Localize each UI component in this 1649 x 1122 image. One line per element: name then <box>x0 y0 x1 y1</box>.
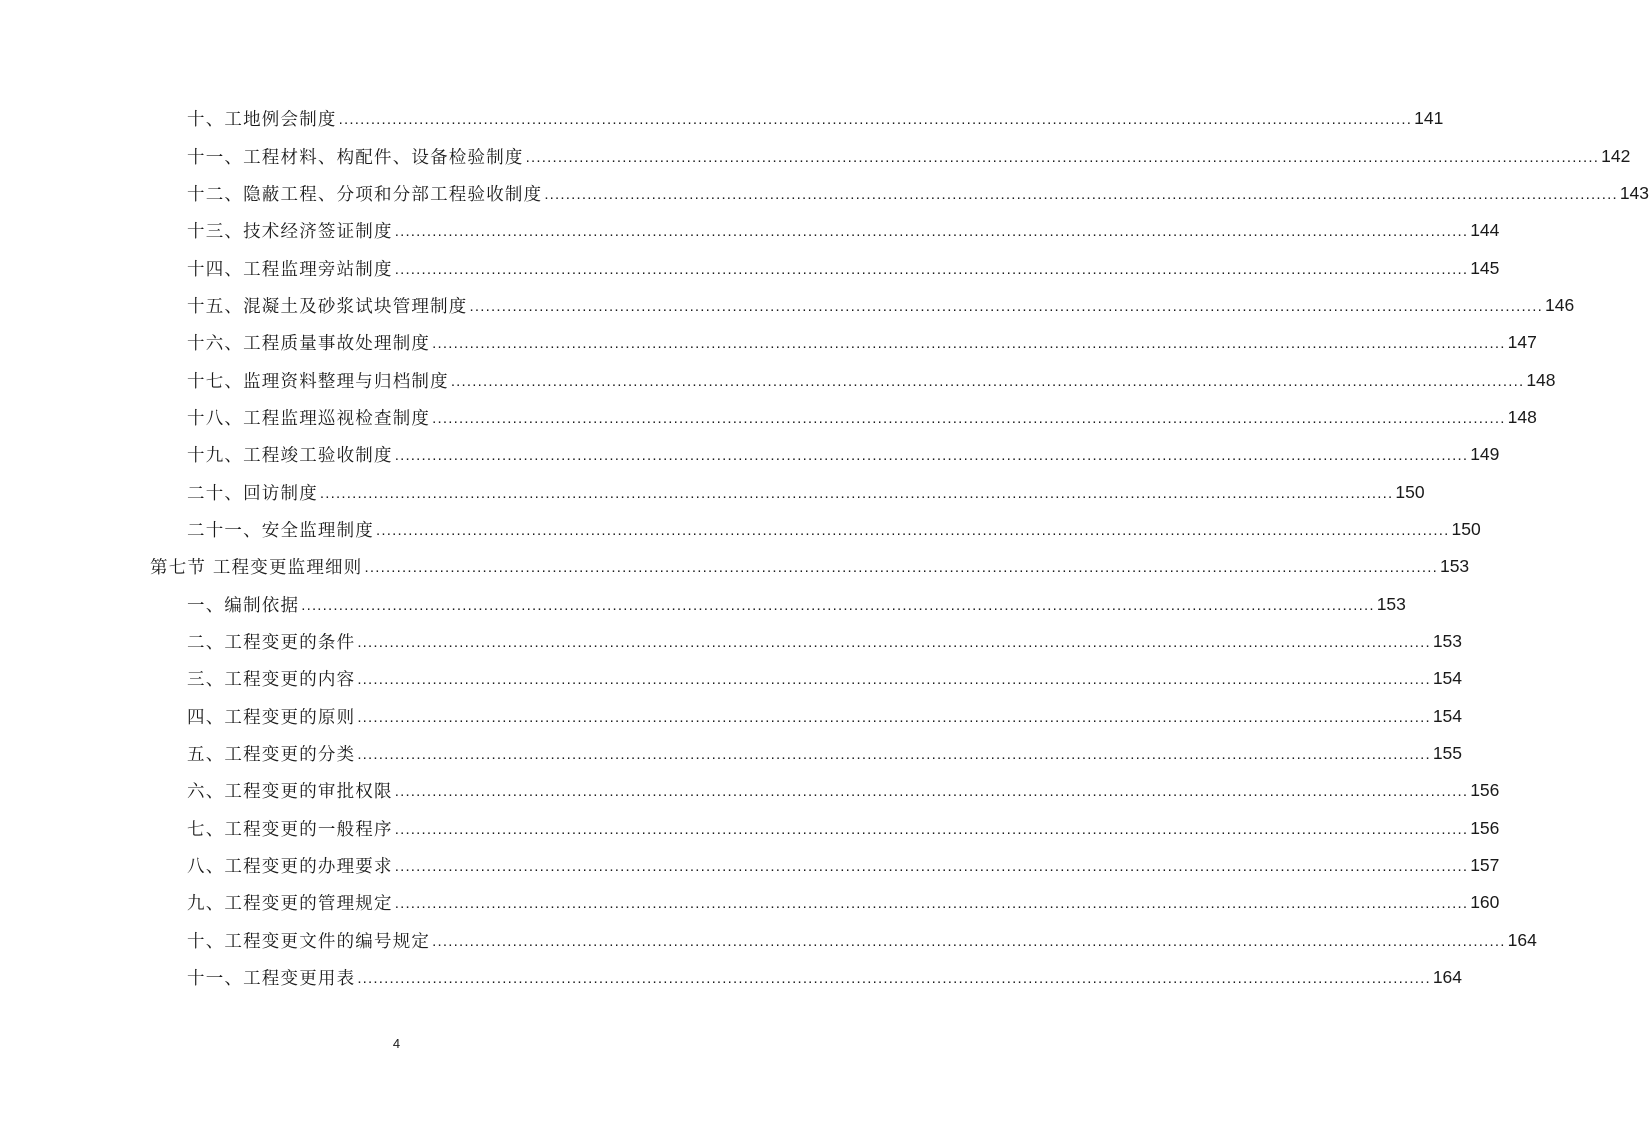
toc-entry-title: 二十一、安全监理制度 <box>187 520 374 541</box>
toc-entry[interactable] <box>0 772 1500 809</box>
toc-section-entry[interactable] <box>0 548 1470 585</box>
toc-entry-title: 二十、回访制度 <box>187 483 318 504</box>
toc-entry-page: 143 <box>1619 182 1649 203</box>
toc-entry-page: 153 <box>1376 593 1406 614</box>
toc-entry-title: 第七节 工程变更监理细则 <box>150 558 363 579</box>
toc-dot-leader: ........................................................................................................................................................................................................ <box>432 335 1506 353</box>
toc-entry[interactable] <box>0 212 1500 249</box>
toc-dot-leader: ........................................................................................................................................................................................................ <box>357 708 1431 726</box>
toc-dot-leader: ........................................................................................................................................................................................................ <box>301 596 1375 614</box>
toc-entry-page: 164 <box>1432 967 1463 988</box>
toc-dot-leader: ........................................................................................................................................................................................................ <box>394 783 1469 801</box>
toc-entry-page: 157 <box>1470 855 1500 876</box>
toc-entry-page: 148 <box>1507 406 1537 427</box>
toc-entry[interactable] <box>0 399 1537 436</box>
toc-dot-leader: ........................................................................................................................................................................................................ <box>544 185 1618 203</box>
toc-dot-leader: ........................................................................................................................................................................................................ <box>394 858 1469 876</box>
toc-entry-title: 三、工程变更的内容 <box>187 670 356 691</box>
toc-dot-leader: ........................................................................................................................................................................................................ <box>376 521 1450 539</box>
toc-entry-title: 十三、技术经济签证制度 <box>187 222 393 243</box>
toc-entry[interactable] <box>0 623 1463 660</box>
toc-entry[interactable] <box>0 249 1500 286</box>
toc-entry-page: 156 <box>1470 817 1500 838</box>
toc-entry[interactable] <box>0 884 1500 921</box>
toc-entry[interactable] <box>0 137 1631 174</box>
table-of-contents <box>0 100 1649 996</box>
toc-entry-title: 九、工程变更的管理规定 <box>187 894 393 915</box>
toc-entry-page: 146 <box>1545 294 1575 315</box>
toc-entry-page: 145 <box>1470 257 1500 278</box>
toc-entry-title: 七、工程变更的一般程序 <box>187 819 393 840</box>
toc-entry[interactable] <box>0 959 1463 996</box>
toc-entry-title: 十八、工程监理巡视检查制度 <box>187 408 431 429</box>
toc-entry-page: 164 <box>1507 929 1537 950</box>
toc-entry[interactable] <box>0 735 1463 772</box>
toc-entry-title: 十六、工程质量事故处理制度 <box>187 334 431 355</box>
toc-dot-leader: ........................................................................................................................................................................................................ <box>394 260 1469 278</box>
toc-entry-title: 十二、隐蔽工程、分项和分部工程验收制度 <box>187 184 543 205</box>
toc-entry-page: 156 <box>1470 780 1500 801</box>
toc-entry-title: 二、工程变更的条件 <box>187 632 356 653</box>
toc-entry-page: 154 <box>1432 705 1463 726</box>
toc-entry[interactable] <box>0 287 1575 324</box>
toc-entry-page: 147 <box>1507 332 1537 353</box>
toc-entry-title: 一、编制依据 <box>187 595 300 616</box>
toc-dot-leader: ........................................................................................................................................................................................................ <box>394 447 1469 465</box>
toc-dot-leader: ........................................................................................................................................................................................................ <box>357 633 1431 651</box>
toc-entry-title: 四、工程变更的原则 <box>187 707 356 728</box>
toc-entry-page: 153 <box>1432 630 1463 651</box>
toc-entry[interactable] <box>0 100 1444 137</box>
toc-entry-page: 153 <box>1439 556 1470 577</box>
toc-dot-leader: ........................................................................................................................................................................................................ <box>394 820 1469 838</box>
toc-dot-leader: ........................................................................................................................................................................................................ <box>469 297 1543 315</box>
toc-dot-leader: ........................................................................................................................................................................................................ <box>338 111 1413 129</box>
toc-dot-leader: ........................................................................................................................................................................................................ <box>357 746 1431 764</box>
toc-entry-title: 十一、工程变更用表 <box>187 969 356 990</box>
toc-entry-page: 160 <box>1470 892 1500 913</box>
toc-entry-page: 142 <box>1601 145 1631 166</box>
toc-entry-page: 144 <box>1470 220 1500 241</box>
toc-dot-leader: ........................................................................................................................................................................................................ <box>357 671 1431 689</box>
toc-entry-page: 150 <box>1395 481 1425 502</box>
toc-entry-title: 十、工程变更文件的编号规定 <box>187 931 431 952</box>
toc-entry[interactable] <box>0 660 1463 697</box>
toc-entry-page: 149 <box>1470 444 1500 465</box>
toc-entry-page: 150 <box>1451 518 1481 539</box>
toc-dot-leader: ........................................................................................................................................................................................................ <box>432 409 1506 427</box>
page-number: 4 <box>392 1036 401 1051</box>
toc-entry-title: 十一、工程材料、构配件、设备检验制度 <box>187 147 524 168</box>
toc-dot-leader: ........................................................................................................................................................................................................ <box>525 148 1600 166</box>
toc-entry[interactable] <box>0 511 1481 548</box>
toc-entry-page: 148 <box>1526 369 1556 390</box>
toc-entry-title: 十七、监理资料整理与归档制度 <box>187 371 449 392</box>
toc-entry-page: 155 <box>1432 743 1463 764</box>
toc-dot-leader: ........................................................................................................................................................................................................ <box>450 372 1525 390</box>
toc-dot-leader: ........................................................................................................................................................................................................ <box>394 223 1469 241</box>
toc-entry-title: 十四、工程监理旁站制度 <box>187 259 393 280</box>
toc-entry[interactable] <box>0 810 1500 847</box>
toc-entry-title: 六、工程变更的审批权限 <box>187 782 393 803</box>
toc-entry[interactable] <box>0 473 1425 510</box>
toc-entry[interactable] <box>0 585 1406 622</box>
toc-entry[interactable] <box>0 324 1537 361</box>
toc-entry-page: 141 <box>1414 108 1444 129</box>
toc-entry[interactable] <box>0 847 1500 884</box>
toc-entry[interactable] <box>0 436 1500 473</box>
toc-dot-leader: ........................................................................................................................................................................................................ <box>364 559 1438 577</box>
toc-entry-title: 十九、工程竣工验收制度 <box>187 446 393 467</box>
toc-entry-title: 十五、混凝土及砂浆试块管理制度 <box>187 296 468 317</box>
toc-entry[interactable] <box>0 361 1556 398</box>
toc-entry-title: 五、工程变更的分类 <box>187 745 356 766</box>
toc-entry-title: 八、工程变更的办理要求 <box>187 857 393 878</box>
toc-dot-leader: ........................................................................................................................................................................................................ <box>432 932 1506 950</box>
toc-entry[interactable] <box>0 175 1649 212</box>
toc-entry[interactable] <box>0 922 1537 959</box>
toc-entry-title: 十、工地例会制度 <box>187 110 337 131</box>
toc-dot-leader: ........................................................................................................................................................................................................ <box>394 895 1469 913</box>
toc-entry[interactable] <box>0 698 1463 735</box>
toc-entry-page: 154 <box>1432 668 1463 689</box>
toc-dot-leader: ........................................................................................................................................................................................................ <box>357 970 1431 988</box>
toc-dot-leader: ........................................................................................................................................................................................................ <box>319 484 1394 502</box>
